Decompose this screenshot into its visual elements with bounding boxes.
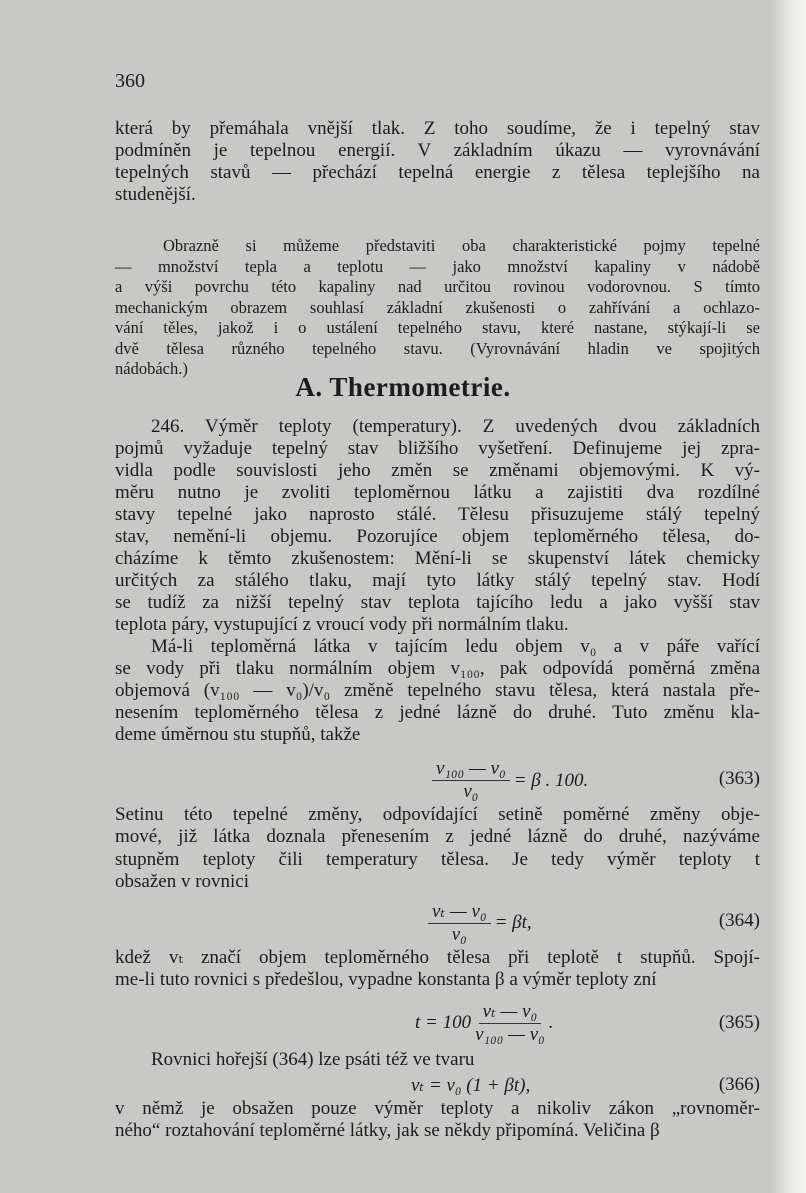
rhs: = βt, (494, 912, 532, 933)
text-line: studenější. (115, 184, 196, 205)
paragraph-246 (115, 416, 760, 746)
rhs: . (548, 1012, 554, 1033)
numerator: vₜ — v₀ (479, 1000, 542, 1024)
equation-364 (115, 900, 760, 946)
rhs: = β . 100. (513, 769, 589, 791)
text-line: nesením teploměrného tělesa z jedné lázně do druhé. Tuto změnu kla- (115, 702, 760, 723)
text-line: vání těles, jakož i o ustálení tepelného stavu, které nastane, stýkají-li se (115, 318, 760, 337)
equation-366 (115, 1074, 760, 1098)
page-number: 360 (115, 70, 145, 92)
paragraph-rovnici (115, 1049, 760, 1071)
paragraph-vnemz (115, 1098, 760, 1142)
denominator: v₁₀₀ — v₀ (475, 1024, 545, 1045)
text-line: určitých za stálého tlaku, mají tyto látky stálý tepelný stav. Hodí (115, 570, 760, 591)
text-line: a výši povrchu této kapaliny nad určitou rovinou vodorovnou. S tímto (115, 277, 760, 296)
text-line: deme úměrnou stu stupňů, takže (115, 724, 361, 745)
text-line: 246. Výměr teploty (temperatury). Z uvedených dvou základních (151, 416, 760, 437)
text-line: kdež vₜ značí objem teploměrného tělesa při teplotě t stupňů. Spojí- (115, 947, 760, 968)
text-line: mechanickým obrazem souhlasí základní zkušenosti o zahřívání a ochlazo- (115, 297, 760, 317)
equation-365 (115, 1000, 760, 1046)
text-line: dvě tělesa různého tepelného stavu. (Vyrovnávání hladin ve spojitých (115, 338, 760, 358)
lhs: t = 100 (415, 1012, 472, 1033)
text-line: Má-li teploměrná látka v tajícím ledu objem v₀ a v páře vařící (151, 636, 760, 657)
numerator: vₜ — v₀ (428, 900, 491, 924)
text-line: která by přemáhala vnější tlak. Z toho soudíme, že i tepelný stav (115, 118, 760, 139)
equation-number: (363) (718, 768, 760, 789)
paragraph-intro (115, 118, 760, 206)
text-line: stav, nemění-li objemu. Pozorujíce objem teploměrného tělesa, do- (115, 526, 760, 547)
text-line: podmíněn je tepelnou energií. V základním úkazu — vyrovnávání (115, 140, 760, 161)
fraction (428, 900, 491, 946)
text-line: me-li tuto rovnici s předešlou, vypadne konstanta β a výměr teploty zní (115, 968, 657, 990)
paragraph-kdez (115, 947, 760, 990)
text-line: — množství tepla a teplotu — jako množství kapaliny v nádobě (115, 256, 760, 276)
text-line: tepelných stavů — přechází tepelná energie z tělesa teplejšího na (115, 162, 760, 183)
text-line: objemová (v₁₀₀ — v₀)/v₀ změně tepelného stavu tělesa, která nastala pře- (115, 680, 760, 701)
text-line: stupněm teploty čili temperatury tělesa. Je tedy výměr teploty t (115, 848, 760, 870)
denominator: v₀ (463, 781, 479, 802)
text-line: se tudíž za nižší tepelný stav teplota tajícího ledu a jako vyšší stav (115, 592, 760, 613)
text-line: ného“ roztahování teploměrné látky, jak se někdy připomíná. Veličina β (115, 1120, 660, 1141)
text-line: teplota páry, vystupující z vroucí vody při normálním tlaku. (115, 614, 569, 635)
text-line: Rovnici hořejší (364) lze psáti též ve tvaru (151, 1049, 475, 1070)
text-line: nádobách.) (115, 359, 188, 378)
equation-363 (115, 758, 760, 802)
equation-number: (366) (718, 1074, 760, 1095)
denominator: v₀ (451, 924, 467, 945)
text-line: v němž je obsažen pouze výměr teploty a nikoliv zákon „rovnoměr- (115, 1098, 760, 1119)
text-line: Obrazně si můžeme představiti oba charakteristické pojmy tepelné (163, 236, 760, 255)
equation-number: (365) (718, 1012, 760, 1033)
text-line: měru nutno je zvoliti teploměrnou látku a zajistiti dva rozdílné (115, 482, 760, 503)
equation-number: (364) (718, 910, 760, 931)
text-line: Setinu této tepelné změny, odpovídající setině poměrné změny obje- (115, 804, 760, 825)
paragraph-analogy (115, 236, 760, 380)
fraction (475, 1000, 545, 1046)
text-line: se vody při tlaku normálním objem v₁₀₀, pak odpovídá poměrná změna (115, 658, 760, 679)
section-heading: A. Thermometrie. (295, 372, 511, 402)
text-line: stavy tepelné jako naprosto stálé. Tělesu přisuzujeme stálý tepelný (115, 504, 760, 525)
page-edge-shadow (770, 0, 806, 1193)
text-line: mové, již látka doznala přenesením z jedné lázně do druhé, nazýváme (115, 826, 760, 848)
expression: vₜ = v₀ (1 + βt), (411, 1075, 531, 1096)
paragraph-setinu (115, 804, 760, 893)
text-line: vidla podle souvislosti jeho změn se změnami objemovými. K vý- (115, 460, 760, 481)
text-line: cházíme k těmto zkušenostem: Mění-li se skupenství látek chemicky (115, 548, 760, 569)
text-line: obsažen v rovnici (115, 870, 250, 892)
numerator: v₁₀₀ — v₀ (432, 758, 510, 781)
fraction (432, 758, 510, 803)
text-line: pojmů vyžaduje tepelný stav bližšího vyšetření. Definujeme jej zpra- (115, 438, 760, 459)
